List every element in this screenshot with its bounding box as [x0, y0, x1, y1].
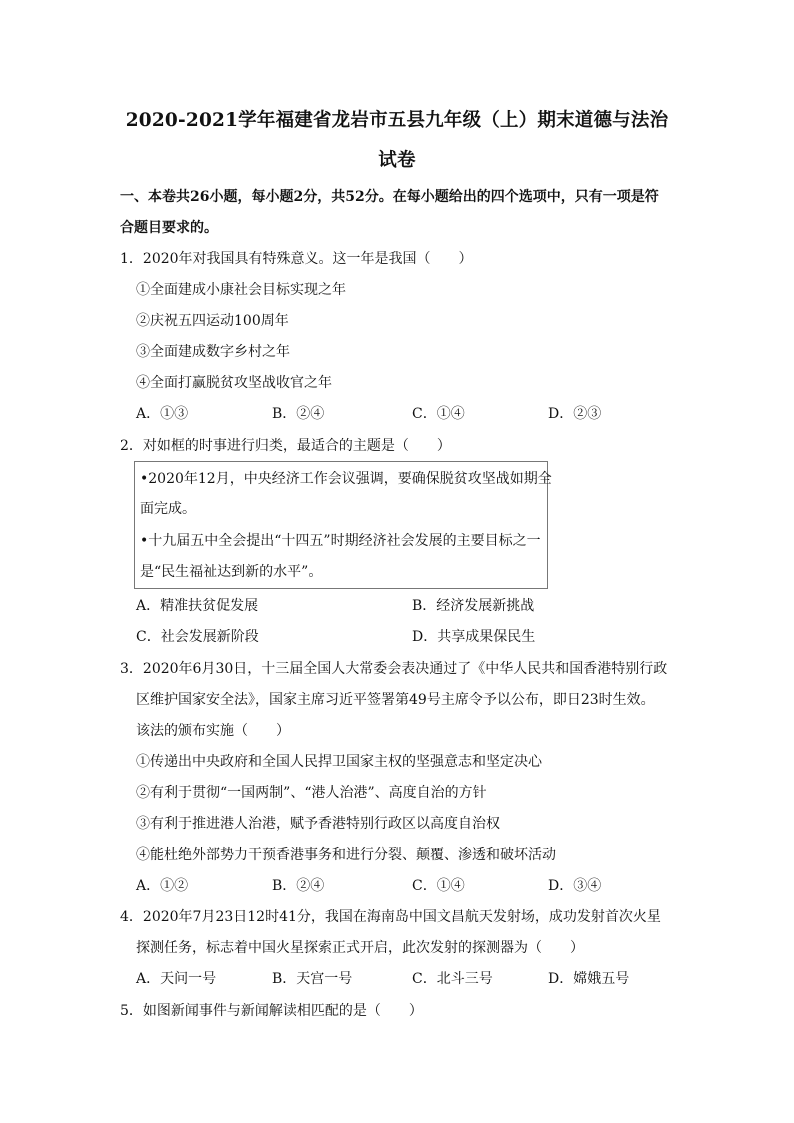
question-1-item-2: ②庆祝五四运动100周年 [136, 313, 289, 329]
question-3-option-d: D．③④ [548, 878, 602, 894]
question-3-option-c: C．①④ [412, 878, 465, 894]
question-3-option-a: A．①② [136, 878, 189, 894]
question-2-option-b: B．经济发展新挑战 [412, 598, 535, 614]
section-heading-line-2: 合题目要求的。 [120, 220, 218, 236]
question-1-item-4: ④全面打赢脱贫攻坚战收官之年 [136, 375, 332, 391]
question-3-item-1: ①传递出中央政府和全国人民捍卫国家主权的坚强意志和坚定决心 [136, 754, 542, 770]
news-box-line-4: 是“民生福祉达到新的水平”。 [140, 564, 323, 580]
question-1-stem: 1．2020年对我国具有特殊意义。这一年是我国（ ） [120, 251, 473, 267]
question-5-stem: 5．如图新闻事件与新闻解读相匹配的是（ ） [120, 1003, 423, 1019]
question-1-option-a: A．①③ [136, 406, 189, 422]
question-4-stem-line-2: 探测任务，标志着中国火星探索正式开启，此次发射的探测器为（ ） [136, 940, 584, 956]
question-2-stem: 2．对如框的时事进行归类，最适合的主题是（ ） [120, 438, 451, 454]
question-4-option-a: A．天问一号 [136, 971, 217, 987]
news-box [134, 461, 552, 589]
question-3-item-2: ②有利于贯彻“一国两制”、“港人治港”、高度自治的方针 [136, 785, 487, 801]
question-3-stem-line-2: 区维护国家安全法》，国家主席习近平签署第49号主席令予以公布，即日23时生效。 [136, 692, 655, 708]
page-title-line-2: 试卷 [378, 150, 416, 171]
question-2-option-a: A．精准扶贫促发展 [136, 598, 259, 614]
question-1-item-1: ①全面建成小康社会目标实现之年 [136, 282, 346, 298]
question-4-stem-line-1: 4．2020年7月23日12时41分，我国在海南岛中国文昌航天发射场，成功发射首次火星 [120, 909, 661, 925]
question-3-item-3: ③有利于推进港人治港，赋予香港特别行政区以高度自治权 [136, 816, 500, 832]
question-1-option-b: B．②④ [272, 406, 325, 422]
news-box-line-2: 面完成。 [140, 501, 196, 517]
question-2-option-c: C．社会发展新阶段 [136, 629, 259, 645]
question-1-option-c: C．①④ [412, 406, 465, 422]
question-3-option-b: B．②④ [272, 878, 325, 894]
news-box-line-1: •2020年12月，中央经济工作会议强调，要确保脱贫攻坚战如期全 [140, 471, 552, 487]
question-4-option-d: D．嫦娥五号 [548, 971, 630, 987]
section-heading-line-1: 一、本卷共26小题，每小题2分，共52分。在每小题给出的四个选项中，只有一项是符 [120, 189, 659, 205]
question-3-stem-line-3: 该法的颁布实施（ ） [136, 723, 290, 739]
question-4-option-b: B．天宫一号 [272, 971, 353, 987]
question-3-stem-line-1: 3．2020年6月30日，十三届全国人大常委会表决通过了《中华人民共和国香港特别行政 [120, 661, 668, 677]
question-4-option-c: C．北斗三号 [412, 971, 493, 987]
news-box-line-3: •十九届五中全会提出“十四五”时期经济社会发展的主要目标之一 [140, 533, 541, 549]
question-1-item-3: ③全面建成数字乡村之年 [136, 344, 290, 360]
page-title-line-1: 2020-2021学年福建省龙岩市五县九年级（上）期末道德与法治 [125, 110, 669, 131]
question-2-option-d: D．共享成果保民生 [412, 629, 536, 645]
question-3-item-4: ④能杜绝外部势力干预香港事务和进行分裂、颠覆、渗透和破坏活动 [136, 847, 556, 863]
question-1-option-d: D．②③ [548, 406, 602, 422]
